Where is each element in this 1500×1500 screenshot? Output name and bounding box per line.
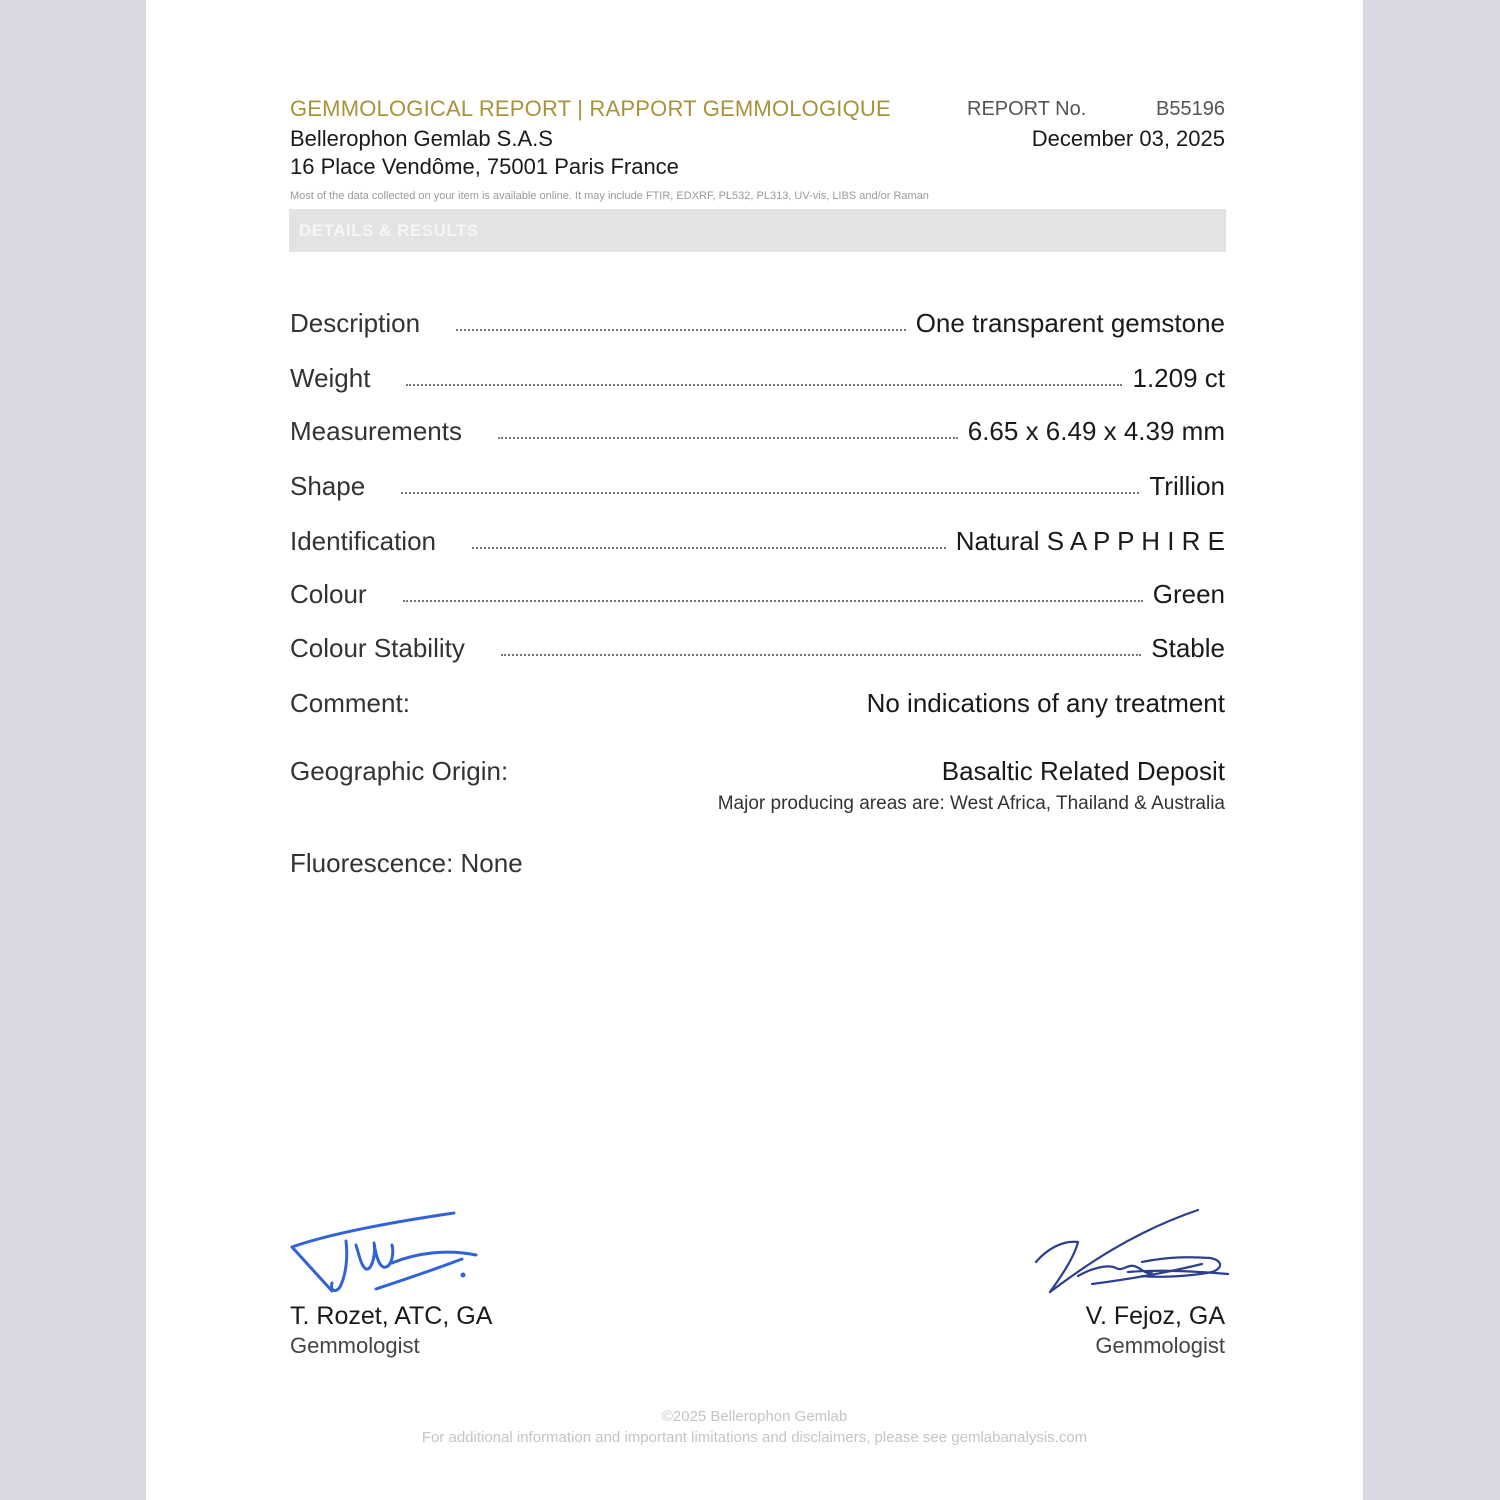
detail-label: Measurements <box>290 416 462 446</box>
footer-disclaimer: For additional information and important limitations and disclaimers, please see gemlabanalysis.com <box>421 1429 1088 1446</box>
signer-role: Gemmologist <box>1095 1333 1225 1358</box>
report-date: December 03, 2025 <box>1031 126 1225 151</box>
data-availability-note: Most of the data collected on your item is available online. It may include FTIR, EDXRF, PL532, PL313, UV-vis, LIBS and/or Raman <box>290 190 929 202</box>
section-header <box>289 209 1226 252</box>
detail-value: One transparent gemstone <box>915 308 1225 338</box>
dotted-leader <box>403 600 1143 602</box>
report-number-label: REPORT No. <box>967 98 1087 120</box>
detail-label: Colour Stability <box>290 633 465 663</box>
report-page <box>146 0 1363 1500</box>
fluorescence: Fluorescence: None <box>290 848 523 878</box>
origin-value: Basaltic Related Deposit <box>941 756 1225 786</box>
detail-value: 1.209 ct <box>1132 363 1225 393</box>
dotted-leader <box>498 437 958 439</box>
footer-copyright: ©2025 Bellerophon Gemlab <box>661 1408 848 1425</box>
detail-row-measurements <box>290 413 1225 447</box>
detail-row-description <box>290 305 1225 339</box>
section-title: DETAILS & RESULTS <box>299 221 479 240</box>
detail-value: Trillion <box>1149 471 1225 501</box>
lab-address: 16 Place Vendôme, 75001 Paris France <box>290 154 679 179</box>
detail-row-colour-stability <box>290 630 1225 664</box>
report-title: GEMMOLOGICAL REPORT | RAPPORT GEMMOLOGIQUE <box>290 96 891 121</box>
detail-label: Colour <box>290 579 367 609</box>
detail-label: Identification <box>290 526 436 556</box>
detail-label: Description <box>290 308 421 338</box>
detail-value: Stable <box>1151 633 1225 663</box>
detail-row-colour <box>290 576 1225 610</box>
lab-name: Bellerophon Gemlab S.A.S <box>290 126 553 151</box>
dotted-leader <box>501 654 1141 656</box>
origin-note: Major producing areas are: West Africa, Thailand & Australia <box>717 793 1225 814</box>
dotted-leader <box>401 492 1139 494</box>
detail-label: Weight <box>290 363 371 393</box>
signer-name: V. Fejoz, GA <box>1085 1302 1225 1330</box>
dotted-leader <box>472 547 946 549</box>
comment-value: No indications of any treatment <box>866 688 1225 718</box>
signature-fejoz-icon <box>1032 1206 1232 1301</box>
detail-row-weight <box>290 360 1225 394</box>
dotted-leader <box>456 329 906 331</box>
signature-rozet-icon <box>286 1205 486 1300</box>
detail-row-identification <box>290 523 1225 557</box>
signer-role: Gemmologist <box>290 1333 420 1358</box>
report-number: B55196 <box>1156 98 1225 120</box>
dotted-leader <box>406 384 1122 386</box>
comment-label: Comment: <box>290 688 410 718</box>
detail-value: Green <box>1152 579 1225 609</box>
detail-label: Shape <box>290 471 366 501</box>
origin-label: Geographic Origin: <box>290 756 509 786</box>
detail-value: Natural S A P P H I R E <box>955 526 1225 556</box>
detail-row-shape <box>290 468 1225 502</box>
detail-value: 6.65 x 6.49 x 4.39 mm <box>967 416 1225 446</box>
signer-name: T. Rozet, ATC, GA <box>290 1302 493 1330</box>
